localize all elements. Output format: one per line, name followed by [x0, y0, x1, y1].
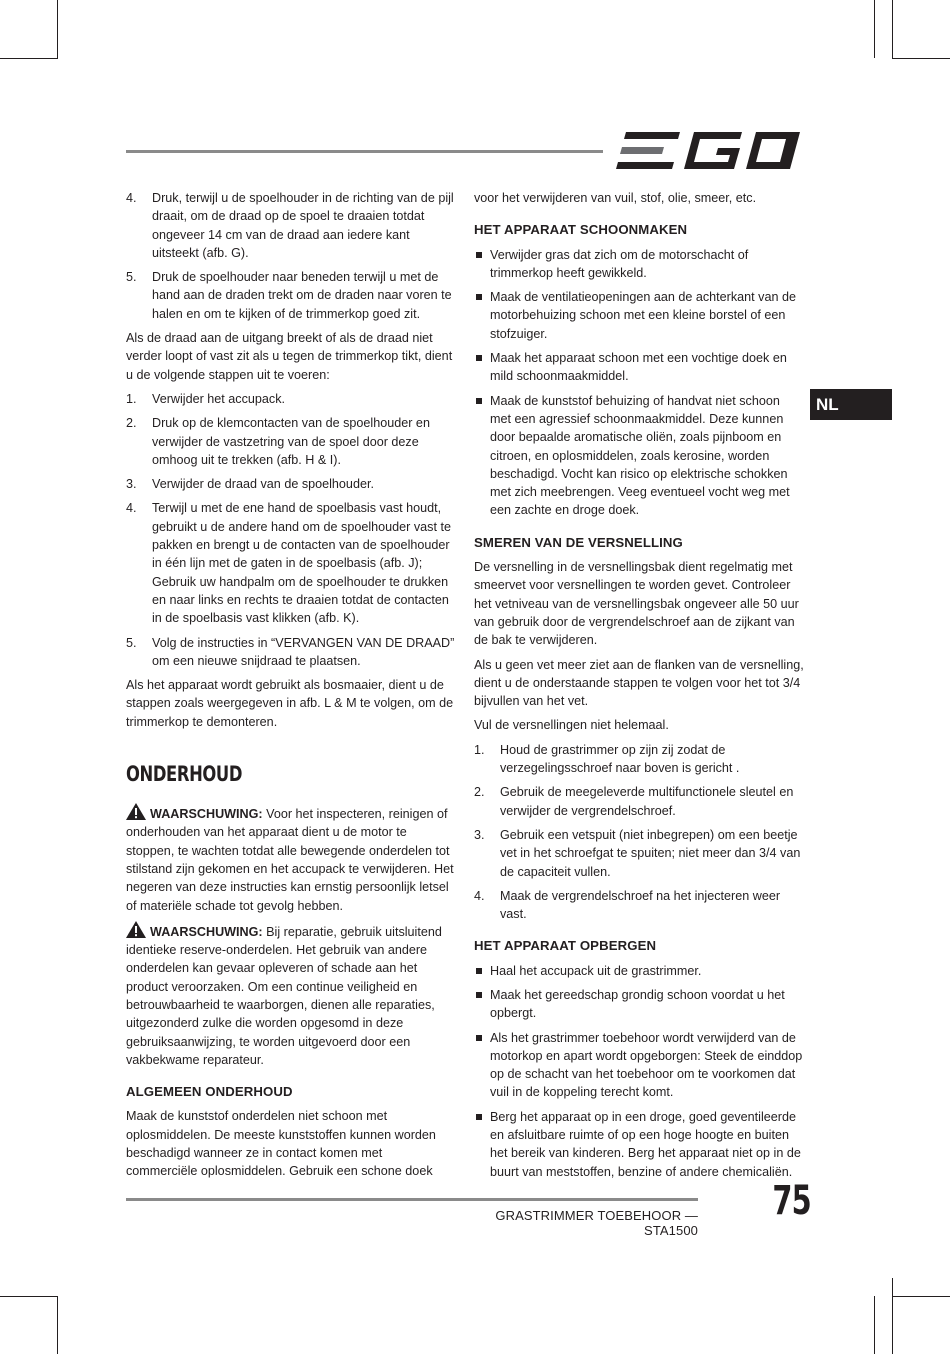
- crop-mark: [0, 1296, 58, 1297]
- crop-mark: [57, 0, 58, 58]
- warning-label: WAARSCHUWING:: [150, 807, 263, 822]
- warning-triangle-icon: [126, 921, 146, 938]
- subheading-opbergen: HET APPARAAT OPBERGEN: [474, 938, 657, 954]
- crop-mark: [57, 1296, 58, 1354]
- crop-mark: [874, 1296, 875, 1354]
- paragraph: voor het verwijderen van vuil, stof, olie, smeer, etc.: [474, 191, 757, 205]
- bullet-square-icon: [474, 246, 490, 283]
- bullet-square-icon: [474, 962, 490, 980]
- section-title: ONDERHOUD: [126, 762, 243, 787]
- paragraph: Als de draad aan de uitgang breekt of als de draad niet verder loopt of vast zit als u tegen de trimmerkop tikt, dient u de volgende stappen uit te voeren:: [126, 331, 453, 382]
- warning-paragraph: [126, 803, 456, 915]
- header-rule: [126, 150, 603, 153]
- crop-mark: [892, 1296, 950, 1297]
- bullet-item: Maak de ventilatieopeningen aan de achterkant van de motorbehuizing schoon met een kleine borstel of een stofzuiger.: [474, 288, 804, 343]
- subheading-smeren: SMEREN VAN DE VERSNELLING: [474, 534, 683, 550]
- crop-mark: [892, 1278, 893, 1354]
- paragraph: Maak de kunststof onderdelen niet schoon met oplosmiddelen. De meeste kunststoffen kunnen worden beschadigd wanneer ze in contact komen met commerciële oplosmiddelen. Gebruik een schone doek: [126, 1109, 436, 1179]
- crop-mark: [892, 58, 950, 59]
- list-item: 1. Houd de grastrimmer op zijn zij zodat de verzegelingsschroef naar boven is gericht .: [474, 742, 740, 776]
- subheading-schoonmaken: HET APPARAAT SCHOONMAKEN: [474, 222, 688, 238]
- bullet-item: Maak de kunststof behuizing of handvat niet schoon met een agressief schoonmaakmiddel. Deze kunnen door bepaalde aromatische oliën, zoals pijnboom en citroen, en oplosmiddelen, zoals kerosine, worden beschadigd. Vocht kan risico op elektrische schokken met zich meebrengen. Veeg eventueel vocht weg met een zachte en droge doek.: [474, 392, 804, 520]
- crop-mark: [874, 0, 875, 58]
- bullet-item: Als het grastrimmer toebehoor wordt verwijderd van de motorkop en apart wordt opgeborgen: Steek de einddop op de schacht van het toebehoor om te voorkomen dat vuil in de koppeling terecht komt.: [474, 1029, 804, 1102]
- bullet-item: Verwijder gras dat zich om de motorschacht of trimmerkop heeft gewikkeld.: [474, 246, 804, 283]
- bullet-square-icon: [474, 986, 490, 1023]
- list-item: 4. Maak de vergrendelschroef na het injecteren weer vast.: [474, 888, 781, 922]
- bullet-square-icon: [474, 1029, 490, 1102]
- bullet-item: Maak het gereedschap grondig schoon voordat u het opbergt.: [474, 986, 804, 1023]
- bullet-item: Maak het apparaat schoon met een vochtige doek en mild schoonmaakmiddel.: [474, 349, 804, 386]
- warning-label: WAARSCHUWING:: [150, 924, 263, 939]
- list-item: 3. Gebruik een vetspuit (niet inbegrepen) om een beetje vet in het schroefgat te spuiten; niet meer dan 3/4 van de capaciteit vullen.: [474, 827, 801, 879]
- paragraph: Als u geen vet meer ziet aan de flanken van de versnelling, dient u de onderstaande stappen te volgen voor het tot 3/4 bijvullen van het vet.: [474, 657, 804, 709]
- bullet-item: Haal het accupack uit de grastrimmer.: [474, 962, 804, 980]
- left-column: [126, 189, 456, 1187]
- bullet-square-icon: [474, 1108, 490, 1181]
- list-item: 5. Druk de spoelhouder naar beneden terwijl u met de hand aan de draden trekt om de draden naar voren te halen en om te kijken of de trimmerkop goed zit.: [126, 270, 452, 321]
- bullet-square-icon: [474, 288, 490, 343]
- list-item: 2. Gebruik de meegeleverde multifunctionele sleutel en verwijder de vergrendelschroef.: [474, 785, 794, 818]
- bullet-item: Berg het apparaat op in een droge, goed geventileerde en afsluitbare ruimte of op een hoge hoogte en buiten het bereik van kinderen. Berg het apparaat niet op in de buurt van meststoffen, benzine of andere chemicaliën.: [474, 1108, 804, 1181]
- list-item: 3. Verwijder de draad van de spoelhouder.: [126, 477, 374, 492]
- list-item: 2. Druk op de klemcontacten van de spoelhouder en verwijder de vastzetring van de spoel door deze omhoog uit te trekken (afb. H & I).: [126, 416, 430, 467]
- warning-paragraph: [126, 921, 456, 1069]
- warning-text: Voor het inspecteren, reinigen of onderhouden van het apparaat dient u de motor te stoppen, te wachten totdat alle bewegende onderdelen tot stilstand zijn gekomen en het accupack te verwijderen. Het negeren van deze instructies kan ernstig persoonlijk letsel of materiële schade tot gevolg hebben.: [126, 807, 454, 913]
- paragraph: Vul de versnellingen niet helemaal.: [474, 718, 669, 733]
- footer-rule: [126, 1198, 698, 1201]
- paragraph: De versnelling in de versnellingsbak dient regelmatig met smeervet voor versnellingen te worden gevet. Controleer het vetniveau van de versnellingsbak ongeveer alle 50 uur van gebruik door de vergrendelschroef aan de zijkant van de bak te verwijderen.: [474, 560, 799, 648]
- warning-triangle-icon: [126, 803, 146, 820]
- language-tab: NL: [810, 389, 892, 420]
- subheading-algemeen: ALGEMEEN ONDERHOUD: [126, 1084, 293, 1100]
- ego-logo: [616, 128, 802, 174]
- list-item: 5. Volg de instructies in “VERVANGEN VAN DE DRAAD” om een nieuwe snijdraad te plaatsen.: [126, 635, 455, 668]
- list-item: 4. Druk, terwijl u de spoelhouder in de richting van de pijl draait, om de draad op de spoel te draaien totdat ongeveer 14 cm van de draad aan iedere kant uitsteekt (afb. G).: [126, 191, 454, 260]
- crop-mark: [892, 0, 893, 58]
- bullet-square-icon: [474, 349, 490, 386]
- paragraph: Als het apparaat wordt gebruikt als bosmaaier, dient u de stappen zoals weergegeven in afb. L & M te volgen, om de trimmerkop te demonteren.: [126, 678, 454, 729]
- warning-text: Bij reparatie, gebruik uitsluitend identieke reserve-onderdelen. Het gebruik van andere onderdelen kan gevaar opleveren of schade aan het product veroorzaken. Om een continue veiligheid en betrouwbaarheid te waarborgen, dienen alle reparaties, uitgezonderd zulke die worden opgesomd in deze gebruiksaanwijzing, te worden uitgevoerd door een vakbekwame reparateur.: [126, 924, 442, 1067]
- page-number: 75: [772, 1178, 811, 1224]
- footer-product: GRASTRIMMER TOEBEHOOR — STA1500: [495, 1208, 698, 1238]
- bullet-square-icon: [474, 392, 490, 520]
- list-item: 4. Terwijl u met de ene hand de spoelbasis vast houdt, gebruikt u de andere hand om de spoelhouder vast te pakken en brengt u de contacten van de spoelhouder in één lijn met de gaten in de spoelbasis (afb. J); Gebruik uw handpalm om de spoelhouder te drukken en naar links en rechts te draaien totdat de contacten in de spoelbasis vast klikken (afb. K).: [126, 501, 451, 626]
- right-column: [474, 189, 804, 1187]
- list-item: 1. Verwijder het accupack.: [126, 391, 286, 406]
- crop-mark: [0, 58, 58, 59]
